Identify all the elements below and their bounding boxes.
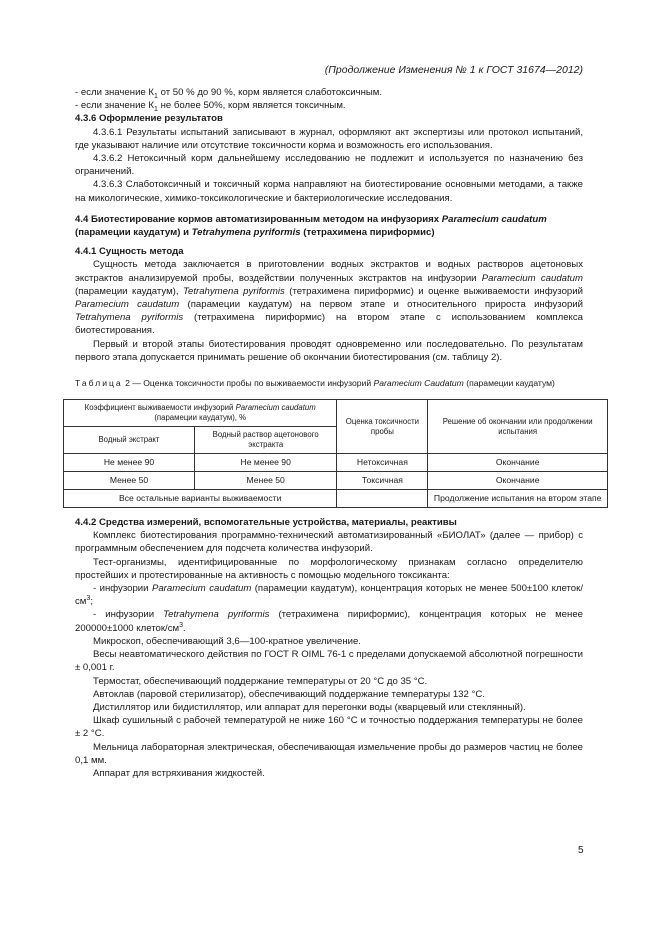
section-4-4-2-heading: 4.4.2 Средства измерений, вспомогательные устройства, материалы, реактивы (75, 517, 457, 529)
paragraph-test-organisms: Тест-организмы, идентифицированные по морфологическому признакам согласно определителю простейших и протестированные на активность с помощью модельного токсиканта: (75, 556, 583, 581)
cell-acetone: Менее 50 (195, 472, 337, 490)
paragraph-shaker: Аппарат для встряхивания жидкостей. (93, 767, 265, 779)
cell-acetone: Не менее 90 (195, 454, 337, 472)
section-4-3-6-heading: 4.3.6 Оформление результатов (75, 113, 223, 125)
cell-evaluation: Нетоксичная (337, 454, 428, 472)
bullet-toxic: - если значение $К_1$ не более 50%, корм является токсичным. (75, 100, 346, 114)
cell-water: Менее 50 (64, 472, 195, 490)
bullet-slightly-toxic: - если значение $К_1$ от 50 % до 90 %, корм является слаботоксичным. (75, 87, 383, 100)
cell-decision: Продолжение испытания на втором этапе (428, 490, 608, 508)
header-acetone-extract: Водный раствор ацетонового экстракта (195, 427, 337, 454)
header-decision: Решение об окончании или продолжении испытания (428, 400, 608, 454)
cell-decision: Окончание (428, 472, 608, 490)
paragraph-biolat: Комплекс биотестирования программно-технический автоматизированный «БИОЛАТ» (далее — прибор) с программным обеспечением для подсчета количества инфузорий. (75, 530, 583, 555)
paragraph-distiller: Дистиллятор или бидистиллятор, или аппарат для перегонки воды (кварцевый или стеклянный). (93, 701, 526, 713)
table-row (64, 472, 608, 490)
cell-decision: Окончание (428, 454, 608, 472)
paragraph-stages: Первый и второй этапы биотестирования проводят одновременно или последовательно. По результатам первого этапа допускается принимать решение об окончании биотестирования (см. таблицу 2). (75, 338, 583, 363)
section-4-4-heading: 4.4 Биотестирование кормов автоматизированным методом на инфузориях Paramecium caudatum (парамеции каудатум) и Tetrahymena pyriformis (тетрахимена пириформис) (75, 213, 547, 239)
running-header: (Продолжение Изменения № 1 к ГОСТ 31674—2012) (324, 64, 583, 76)
page-number: 5 (578, 845, 584, 856)
paragraph-method-essence: Сущность метода заключается в приготовлении водных экстрактов и водных растворов ацетоновых экстрактов анализируемой пробы, воздействии полученных экстрактов на инфузории Paramecium caudatum (парамеции каудатум), Tetrahymena pyriformis (тетрахимена пириформис) и оценке выживаемости инфузорий Paramecium caudatum (парамеции каудатум) на первом этапе и относительного прироста инфузорий Tetrahymena pyriformis (тетрахимена пириформис) на втором этапе с использованием комплекса биотестирования. (75, 259, 583, 337)
cell-evaluation: Токсичная (337, 472, 428, 490)
page-content (75, 86, 602, 780)
header-evaluation: Оценка токсичности пробы (337, 400, 428, 454)
cell-other-variants: Все остальные варианты выживаемости (64, 490, 337, 508)
paragraph-scales: Весы неавтоматического действия по ГОСТ R OIML 76-1 с пределами допускаемой абсолютной погрешности ± 0,001 г. (75, 649, 583, 674)
paragraph-4-3-6-1: 4.3.6.1 Результаты испытаний записывают в журнал, оформляют акт экспертизы или протокол испытаний, где указывают наличие или отсутствие токсичности корма и возможность его использования. (75, 126, 583, 151)
cell-evaluation-empty (337, 490, 428, 508)
paragraph-4-3-6-3: 4.3.6.3 Слаботоксичный и токсичный корма направляют на биотестирование основными методами, а также на микологические, химико-токсикологические и бактериологические исследования. (75, 179, 583, 204)
cell-water: Не менее 90 (64, 454, 195, 472)
header-water-extract: Водный экстракт (64, 427, 195, 454)
table-caption: Таблица 2 — Оценка токсичности пробы по выживаемости инфузорий Paramecium Caudatum (парамеции каудатум) (75, 378, 555, 389)
toxicity-table (63, 399, 608, 508)
paragraph-4-3-6-2: 4.3.6.2 Нетоксичный корм дальнейшему исследованию не подлежит и используется по назначению без ограничений. (75, 153, 583, 178)
paragraph-paramecium: - инфузории Paramecium caudatum (парамеции каудатум), концентрация которых не менее 500±100 клеток/$см^3$; (75, 583, 583, 608)
table-row (64, 454, 608, 472)
table-row (64, 490, 608, 508)
paragraph-mill: Мельница лабораторная электрическая, обеспечивающая измельчение пробы до размеров частиц не более 0,1 мм. (75, 741, 583, 766)
paragraph-thermostat: Термостат, обеспечивающий поддержание температуры от 20 °С до 35 °С. (93, 675, 428, 687)
paragraph-autoclave: Автоклав (паровой стерилизатор), обеспечивающий поддержание температуры 132 °С. (93, 688, 485, 700)
paragraph-drying-cabinet: Шкаф сушильный с рабочей температурой не ниже 160 °С и точностью поддержания температуры не более ± 2 °С. (75, 715, 583, 740)
header-coefficient: Коэффициент выживаемости инфузорий Paramecium caudatum (парамеции каудатум), % (64, 400, 337, 427)
section-4-4-1-heading: 4.4.1 Сущность метода (75, 246, 184, 258)
paragraph-microscope: Микроскоп, обеспечивающий 3,6—100-кратное увеличение. (93, 635, 361, 647)
paragraph-tetrahymena: - инфузории Tetrahymena pyriformis (тетрахимена пириформис), концентрация которых не менее 200000±1000 клеток/$см^3$. (75, 609, 583, 634)
